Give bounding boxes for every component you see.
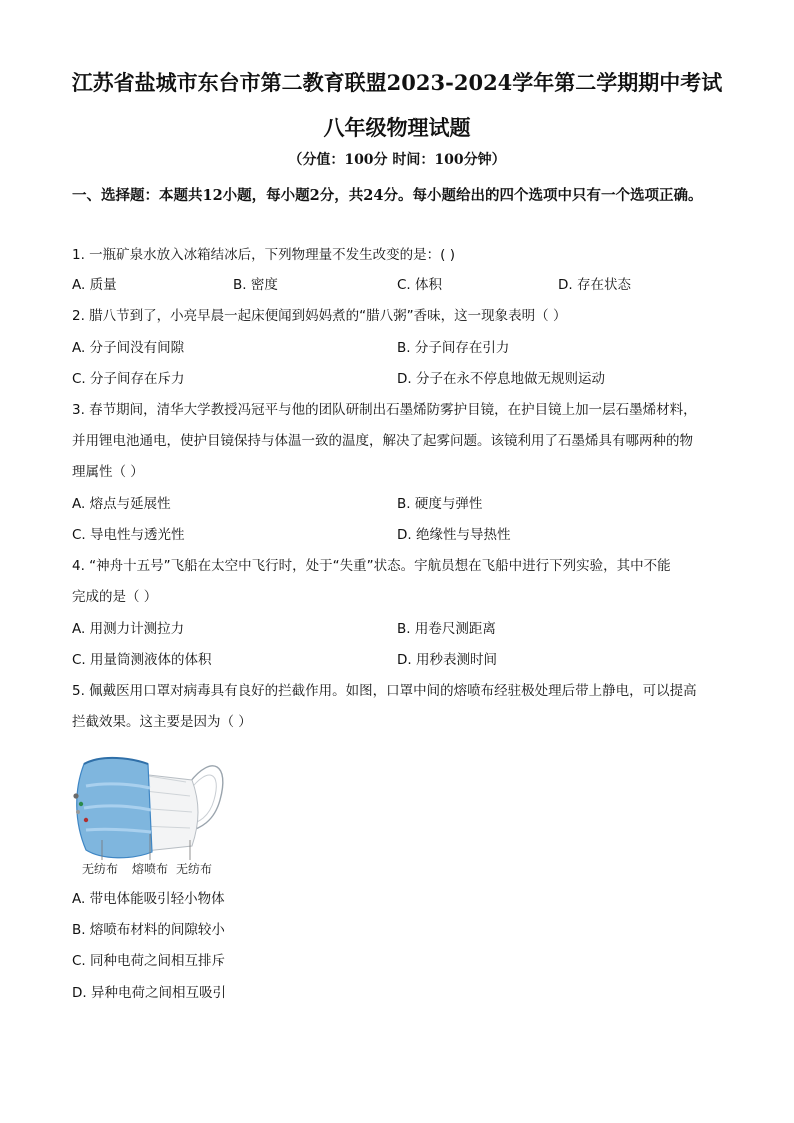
section-heading: 一、选择题：本题共12小题，每小题2分，共24分。每小题给出的四个选项中只有一个选项正确。 (72, 187, 703, 204)
q5-option-a: A. 带电体能吸引轻小物体 (72, 891, 225, 907)
question-3-text-line2: 并用锂电池通电，使护目镜保持与体温一致的温度，解决了起雾问题。该镜利用了石墨烯具有哪两种的物 (72, 433, 693, 449)
particle (79, 802, 83, 806)
q5-option-c: C. 同种电荷之间相互排斥 (72, 953, 226, 969)
question-1-text: 1. 一瓶矿泉水放入冰箱结冰后，下列物理量不发生改变的是：( ) (72, 247, 455, 263)
q4-option-a: A. 用测力计测拉力 (72, 621, 185, 637)
q2-option-c: C. 分子间存在斥力 (72, 371, 185, 387)
q5-option-b: B. 熔喷布材料的间隙较小 (72, 922, 225, 938)
label-nonwoven-right: 无纺布 (176, 862, 213, 876)
question-4-text-line2: 完成的是（ ） (72, 589, 158, 605)
q1-option-a: A. 质量 (72, 277, 117, 293)
q1-option-d: D. 存在状态 (558, 277, 631, 293)
q3-option-b: B. 硬度与弹性 (397, 496, 483, 512)
particle (73, 793, 78, 798)
question-5-text-line1: 5. 佩戴医用口罩对病毒具有良好的拦截作用。如图，口罩中间的熔喷布经驻极处理后带上静电，可以提高 (72, 683, 697, 699)
particle (76, 810, 80, 814)
question-4-text-line1: 4. “神舟十五号”飞船在太空中飞行时，处于“失重”状态。宇航员想在飞船中进行下列实验，其中不能 (72, 558, 671, 574)
q2-option-d: D. 分子在永不停息地做无规则运动 (397, 371, 605, 387)
q3-option-d: D. 绝缘性与导热性 (397, 527, 511, 543)
q3-option-a: A. 熔点与延展性 (72, 496, 171, 512)
q3-option-c: C. 导电性与透光性 (72, 527, 185, 543)
q2-option-b: B. 分子间存在引力 (397, 340, 510, 356)
q1-option-c: C. 体积 (397, 277, 443, 293)
q4-option-d: D. 用秒表测时间 (397, 652, 497, 668)
q5-option-d: D. 异种电荷之间相互吸引 (72, 985, 226, 1001)
q4-option-b: B. 用卷尺测距离 (397, 621, 496, 637)
question-5-text-line2: 拦截效果。这主要是因为（ ） (72, 714, 252, 730)
exam-info: （分值：100分 时间：100分钟） (288, 152, 506, 168)
exam-subtitle: 八年级物理试题 (323, 115, 471, 140)
q1-option-b: B. 密度 (233, 277, 278, 293)
question-2-text: 2. 腊八节到了，小亮早晨一起床便闻到妈妈煮的“腊八粥”香味，这一现象表明（ ） (72, 308, 567, 324)
label-meltblown: 熔喷布 (132, 862, 169, 876)
particle (84, 818, 88, 822)
exam-title: 江苏省盐城市东台市第二教育联盟2023-2024学年第二学期期中考试 (71, 70, 723, 95)
question-3-text-line3: 理属性（ ） (72, 464, 144, 480)
q4-option-c: C. 用量筒测液体的体积 (72, 652, 212, 668)
question-3-text-line1: 3. 春节期间，清华大学教授冯冠平与他的团队研制出石墨烯防雾护目镜，在护目镜上加一层石墨烯材料， (72, 402, 697, 418)
q2-option-a: A. 分子间没有间隙 (72, 340, 185, 356)
label-nonwoven-left: 无纺布 (82, 862, 119, 876)
